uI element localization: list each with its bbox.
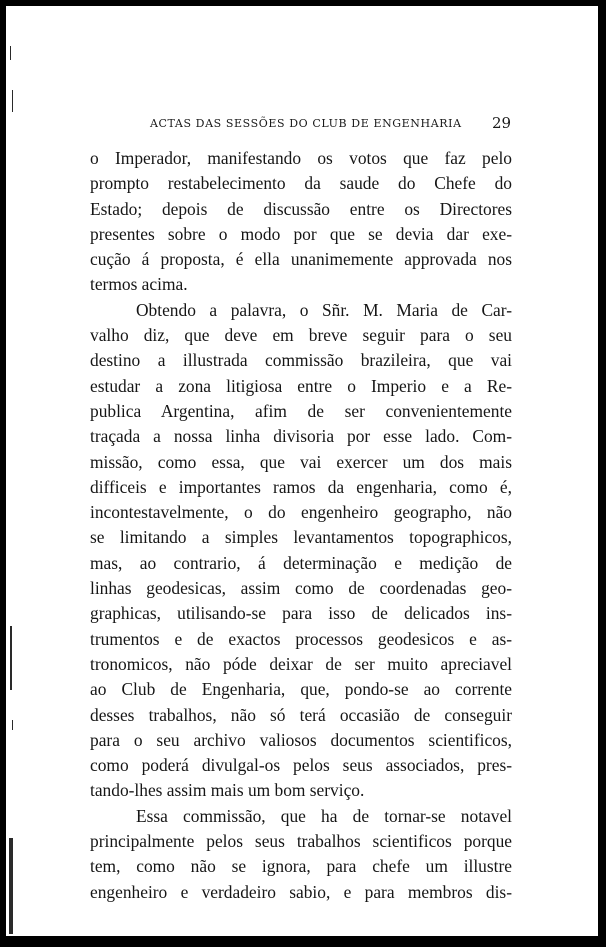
text-line: tronomicos, não póde deixar de ser muito apreciavel [90, 653, 512, 674]
book-page [6, 6, 598, 936]
text-line: missão, como essa, que vai exercer um dos mais [90, 451, 512, 472]
text-line: para o seu archivo valiosos documentos scientificos, [90, 729, 512, 750]
text-line: estudar a zona litigiosa entre o Imperio e a Re- [90, 375, 512, 396]
text-line: valho diz, que deve em breve seguir para o seu [90, 325, 512, 346]
text-line: principalmente pelos seus trabalhos scientificos porque [90, 831, 512, 852]
text-line: traçada a nossa linha divisoria por esse lado. Com- [90, 426, 512, 447]
text-line: presentes sobre o modo por que se devia dar exe- [90, 223, 512, 244]
scan-edge-mark [12, 90, 13, 112]
page-header [6, 114, 598, 133]
paragraph [90, 804, 512, 905]
text-line: desses trabalhos, não só terá occasião de conseguir [90, 704, 512, 725]
text-line: se limitando a simples levantamentos topographicos, [90, 527, 512, 548]
text-line: o Imperador, manifestando os votos que faz pelo [90, 148, 512, 168]
running-title: ACTAS DAS SESSÕES DO CLUB DE ENGENHARIA [150, 117, 462, 130]
text-line: publica Argentina, afim de ser convenientemente [90, 400, 512, 421]
page-number: 29 [492, 114, 512, 132]
text-line: incontestavelmente, o do engenheiro geographo, não [90, 502, 512, 523]
text-line: difficeis e importantes ramos da engenharia, como é, [90, 476, 512, 497]
scan-edge-mark [9, 838, 13, 934]
body-text [90, 146, 512, 905]
text-line: Obtendo a palavra, o Sñr. M. Maria de Car- [136, 299, 512, 320]
text-line: tem, como não se ignora, para chefe um illustre [90, 856, 512, 877]
text-line: destino a illustrada commissão brazileira, que vai [90, 350, 512, 371]
text-line: como poderá divulgal-os pelos seus associados, pres- [90, 755, 512, 776]
text-line: trumentos e de exactos processos geodesicos e as- [90, 628, 512, 649]
text-line: cução á proposta, é ella unanimemente approvada nos [90, 249, 512, 270]
paragraph [90, 146, 512, 298]
text-line: Estado; depois de discussão entre os Directores [90, 198, 512, 219]
text-line: graphicas, utilisando-se para isso de delicados ins- [90, 603, 512, 624]
text-line: engenheiro e verdadeiro sabio, e para membros dis- [90, 881, 512, 902]
text-line: termos acima. [90, 274, 188, 295]
text-line: linhas geodesicas, assim como de coordenadas geo- [90, 578, 512, 599]
text-line: tando-lhes assim mais um bom serviço. [90, 780, 365, 801]
text-line: ao Club de Engenharia, que, pondo-se ao corrente [90, 679, 512, 700]
text-line: mas, ao contrario, á determinação e medição de [90, 552, 512, 573]
scan-edge-mark [10, 626, 12, 690]
paragraph [90, 298, 512, 804]
text-line: Essa commissão, que ha de tornar-se notavel [136, 805, 512, 826]
text-line: prompto restabelecimento da saude do Chefe do [90, 173, 512, 194]
scan-edge-mark [12, 720, 13, 730]
scan-edge-mark [10, 46, 11, 60]
